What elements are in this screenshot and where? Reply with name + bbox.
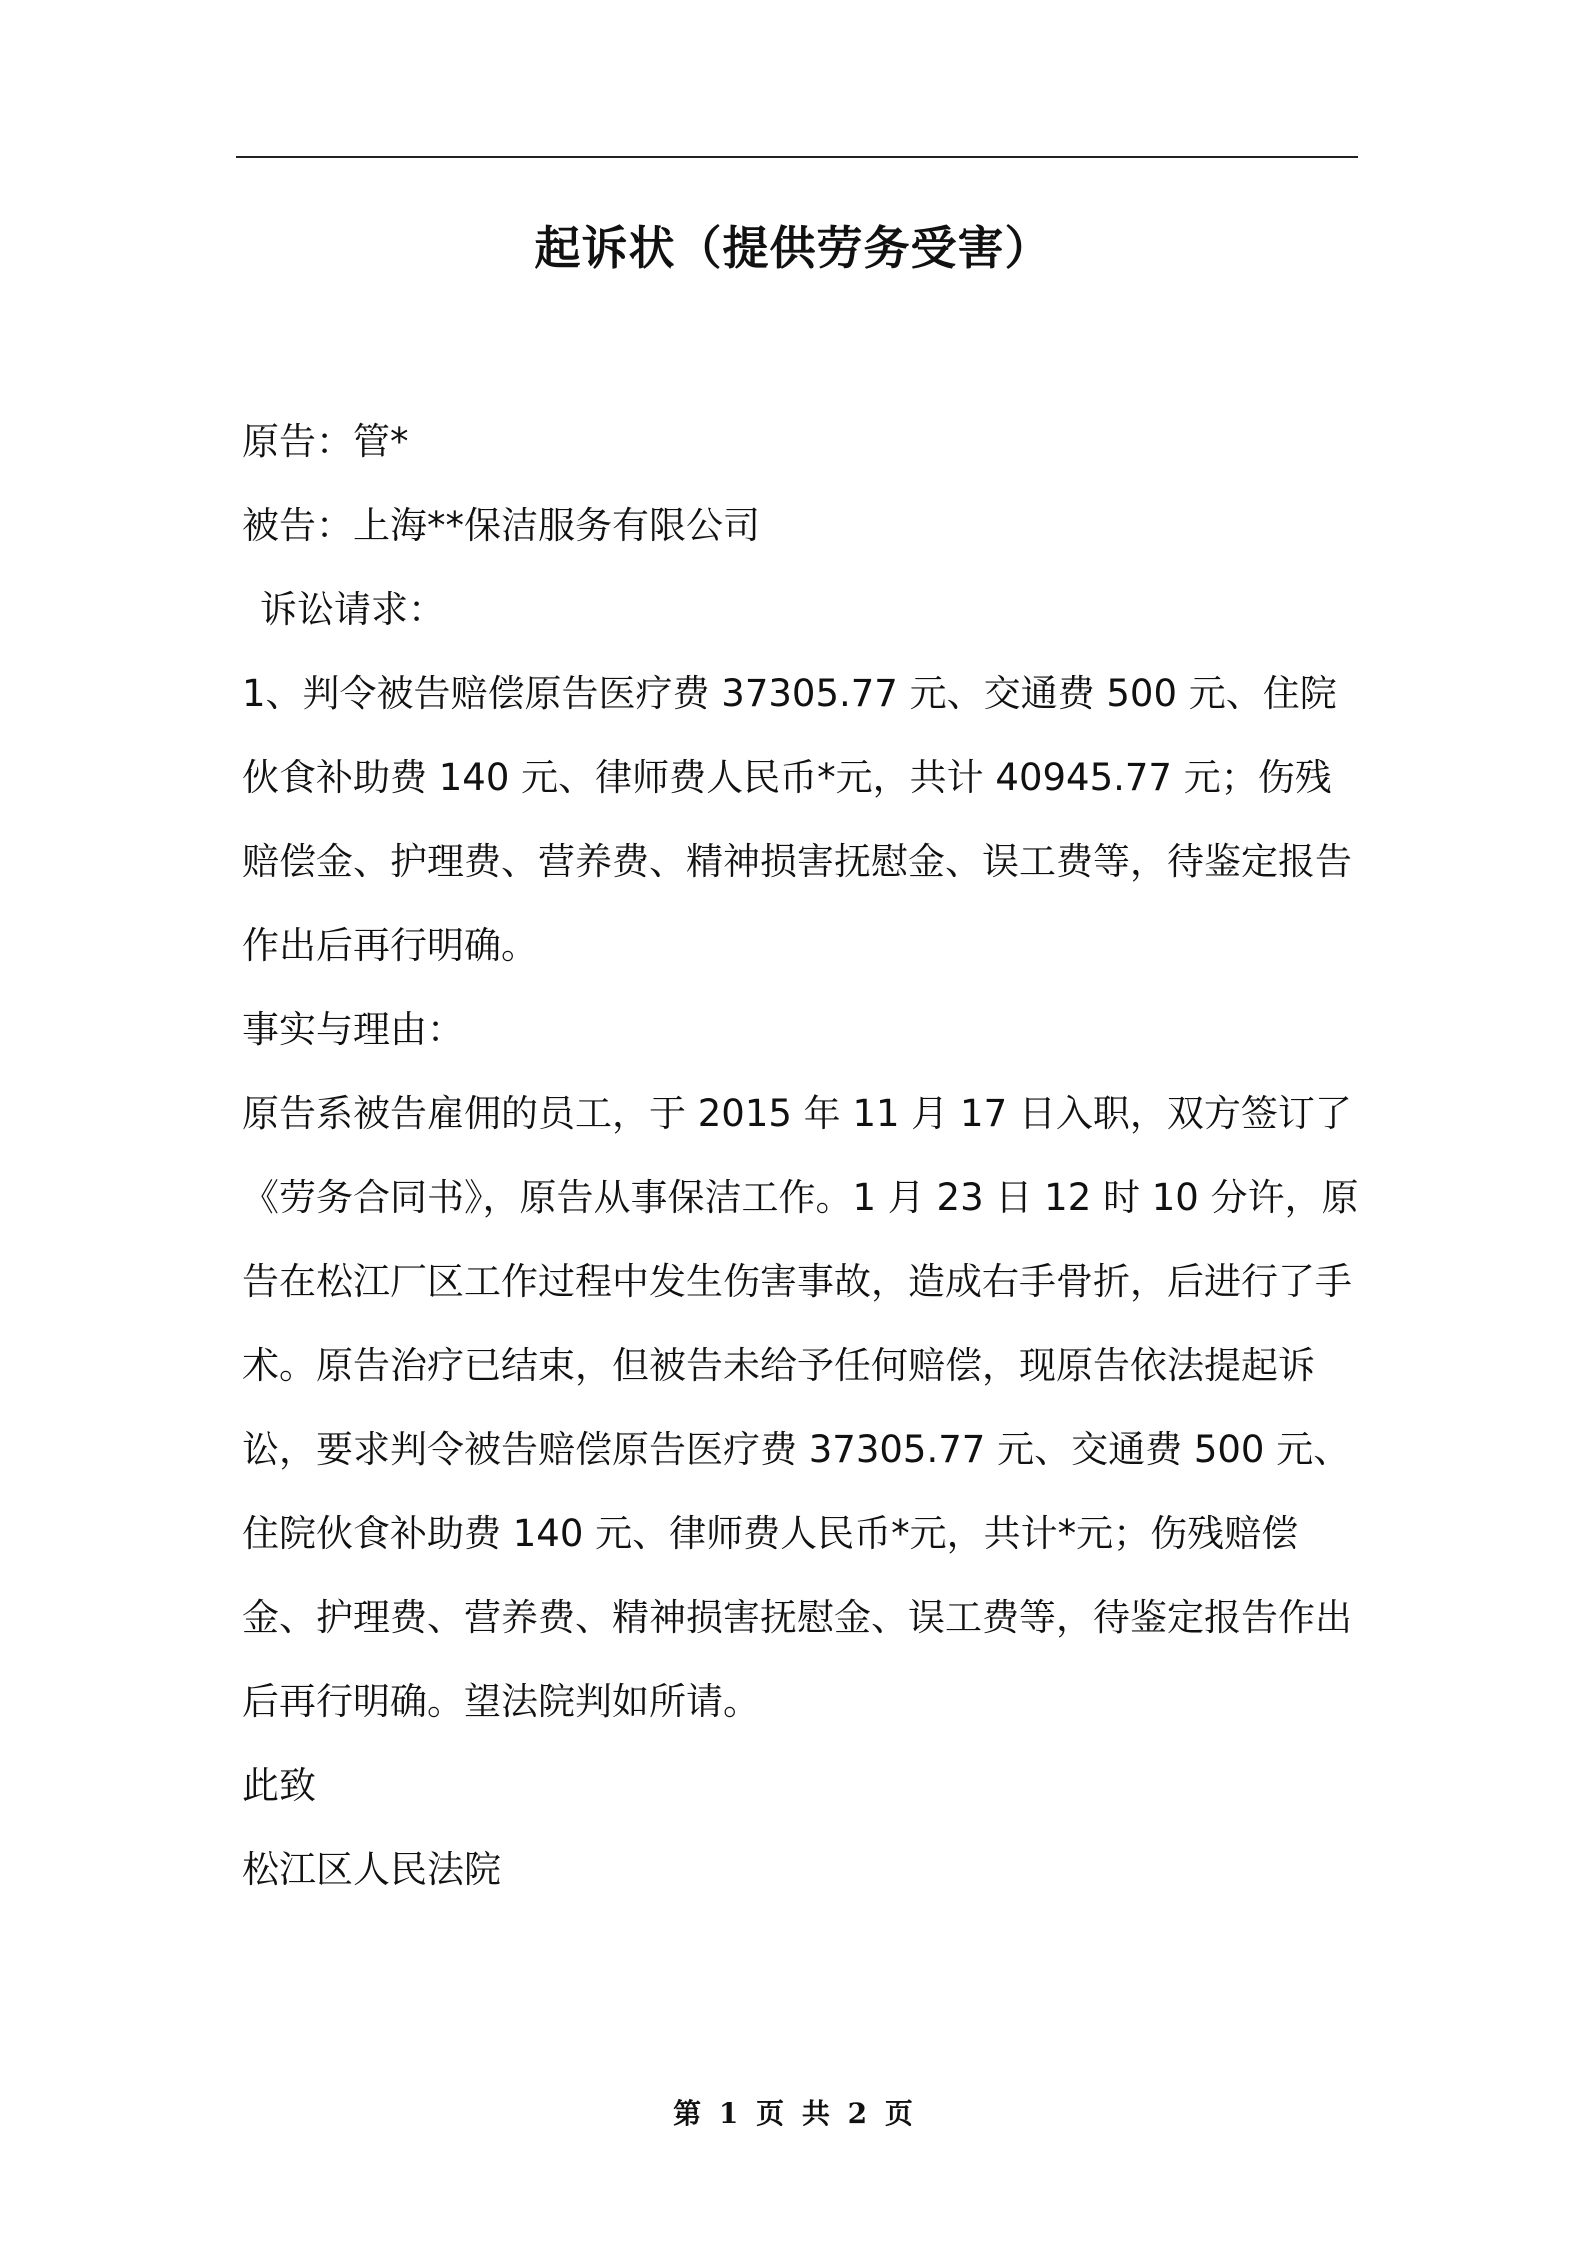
defendant-line: 被告：上海**保洁服务有限公司 <box>242 504 760 547</box>
closing-salutation: 此致 <box>242 1764 316 1807</box>
page-suffix: 页 <box>884 2097 913 2130</box>
claims-heading: 诉讼请求： <box>260 588 445 631</box>
document-body <box>242 400 1360 1912</box>
plaintiff-line: 原告：管* <box>242 420 409 463</box>
page-prefix: 第 <box>673 2097 702 2130</box>
page-word: 页 <box>756 2097 785 2130</box>
page-number <box>0 2092 1586 2136</box>
header-divider <box>236 156 1358 158</box>
total-word: 共 <box>801 2097 830 2130</box>
facts-heading: 事实与理由： <box>242 1008 464 1051</box>
total-pages: 2 <box>847 2097 868 2130</box>
current-page: 1 <box>718 2097 739 2130</box>
court-name: 松江区人民法院 <box>242 1848 501 1891</box>
facts-paragraph: 原告系被告雇佣的员工，于 2015 年 11 月 17 日入职，双方签订了《劳务合同书》，原告从事保洁工作。1 月 23 日 12 时 10 分许，原告在松江厂区工作过程中发生伤害事故，造成右手骨折，后进行了手术。原告治疗已结束，但被告未给予任何赔偿，现原告依法提起诉讼，要求判令被告赔偿原告医疗费 37305.77 元、交通费 500 元、住院伙食补助费 140 元、律师费人民币*元，共计*元；伤残赔偿金、护理费、营养费、精神损害抚慰金、误工费等，待鉴定报告作出后再行明确。望法院判如所请。 <box>242 1092 1359 1723</box>
document-title: 起诉状（提供劳务受害） <box>534 221 1052 275</box>
claims-paragraph: 1、判令被告赔偿原告医疗费 37305.77 元、交通费 500 元、住院伙食补助费 140 元、律师费人民币*元，共计 40945.77 元；伤残赔偿金、护理费、营养费、精神损害抚慰金、误工费等，待鉴定报告作出后再行明确。 <box>242 672 1352 967</box>
